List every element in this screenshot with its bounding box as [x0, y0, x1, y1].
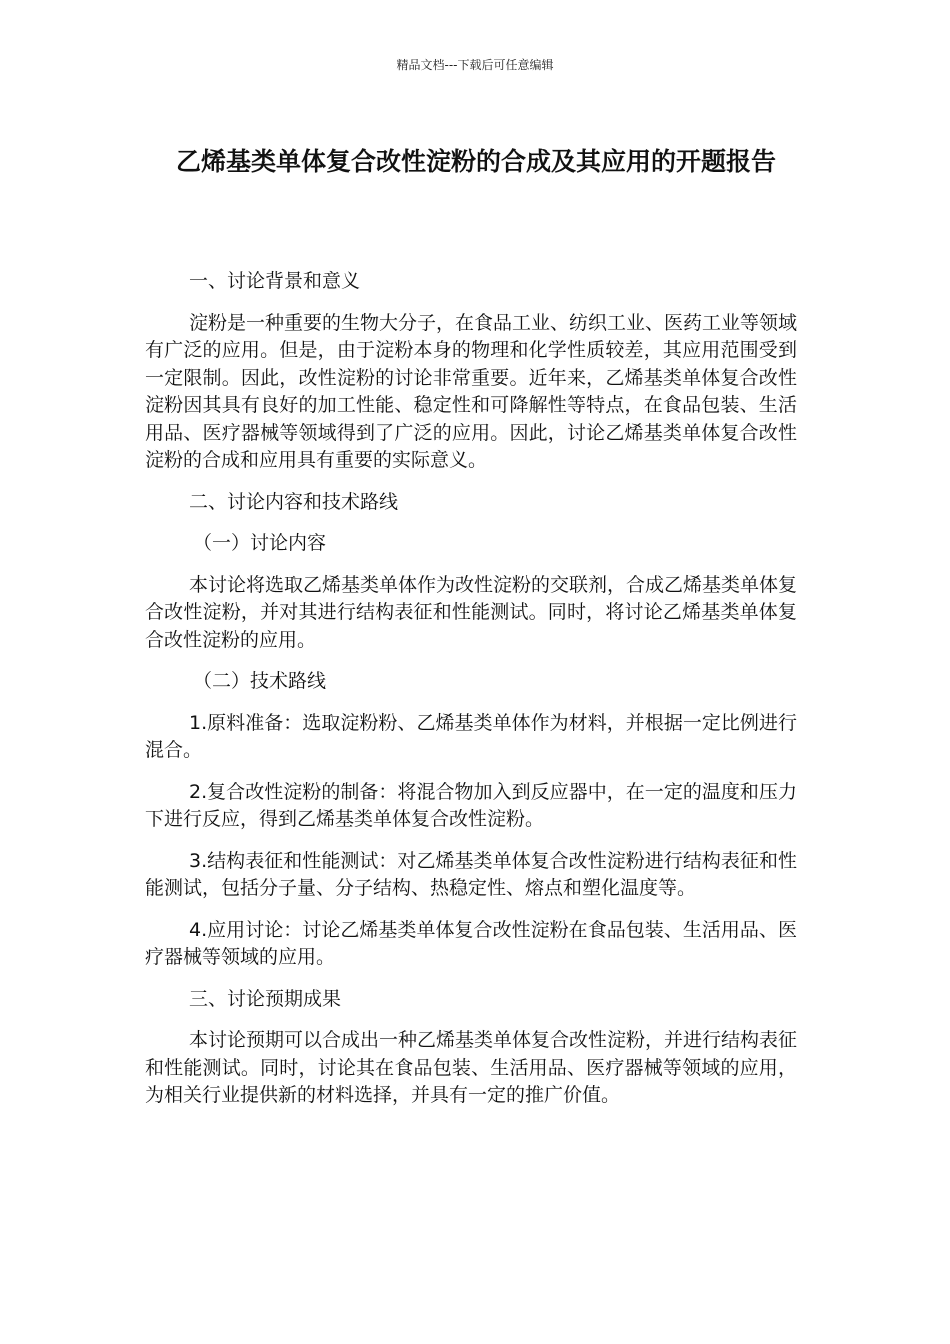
document-title: 乙烯基类单体复合改性淀粉的合成及其应用的开题报告 [175, 147, 776, 176]
subsection-heading-content: （一）讨论内容 [193, 532, 327, 554]
section-heading-background: 一、讨论背景和意义 [189, 270, 361, 292]
paragraph-outcomes: 本讨论预期可以合成出一种乙烯基类单体复合改性淀粉，并进行结构表征和性能测试。同时，讨论其在食品包装、生活用品、医疗器械等领域的应用，为相关行业提供新的材料选择，并具有一定的推广价值。 [145, 1029, 798, 1106]
step-item: 3.结构表征和性能测试：对乙烯基类单体复合改性淀粉进行结构表征和性能测试，包括分子量、分子结构、热稳定性、熔点和塑化温度等。 [145, 849, 797, 899]
section-heading-outcomes: 三、讨论预期成果 [189, 987, 342, 1010]
paragraph-content: 本讨论将选取乙烯基类单体作为改性淀粉的交联剂，合成乙烯基类单体复合改性淀粉，并对其进行结构表征和性能测试。同时，将讨论乙烯基类单体复合改性淀粉的应用。 [145, 573, 798, 651]
section-heading-content: 二、讨论内容和技术路线 [189, 490, 399, 513]
subsection-heading-route: （二）技术路线 [193, 670, 327, 692]
step-item: 4.应用讨论：讨论乙烯基类单体复合改性淀粉在食品包装、生活用品、医疗器械等领域的应用。 [145, 918, 797, 968]
step-item: 2.复合改性淀粉的制备：将混合物加入到反应器中，在一定的温度和压力下进行反应，得到乙烯基类单体复合改性淀粉。 [145, 780, 797, 830]
paragraph-background: 淀粉是一种重要的生物大分子，在食品工业、纺织工业、医药工业等领域有广泛的应用。但是，由于淀粉本身的物理和化学性质较差，其应用范围受到一定限制。因此，改性淀粉的讨论非常重要。近年来，乙烯基类单体复合改性淀粉因其具有良好的加工性能、稳定性和可降解性等特点，在食品包装、生活用品、医疗器械等领域得到了广泛的应用。因此，讨论乙烯基类单体复合改性淀粉的合成和应用具有重要的实际意义。 [145, 311, 798, 471]
page-header: 精品文档---下载后可任意编辑 [396, 58, 554, 72]
step-item: 1.原料准备：选取淀粉粉、乙烯基类单体作为材料，并根据一定比例进行混合。 [145, 711, 797, 761]
document-body [145, 268, 797, 1124]
